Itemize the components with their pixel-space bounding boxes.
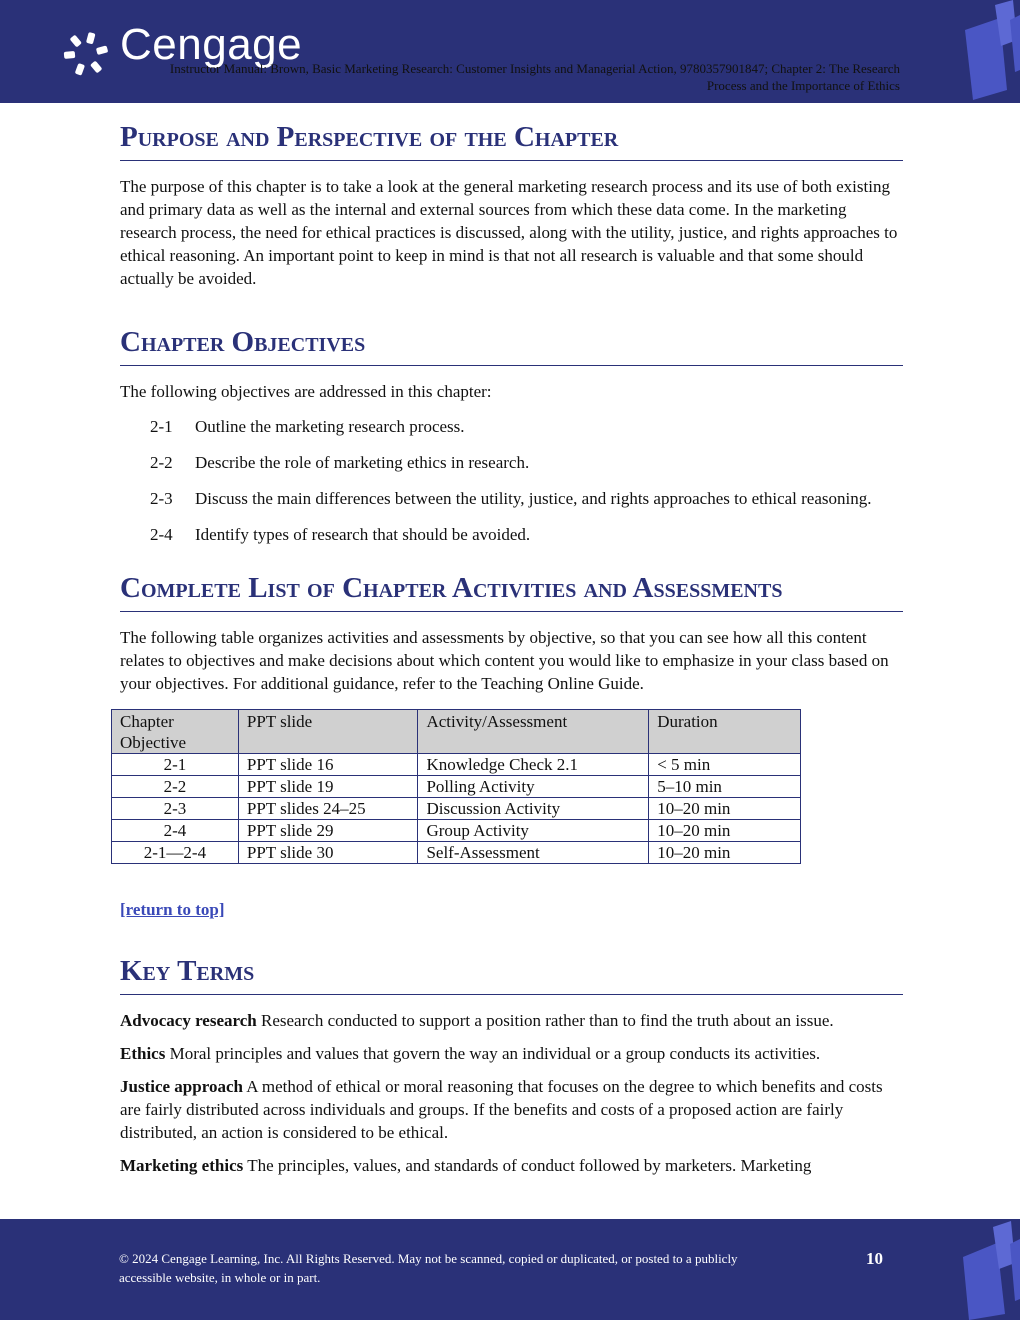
objective-item <box>120 415 903 438</box>
key-term-definition: The principles, values, and standards of conduct followed by marketers. Marketing <box>247 1156 812 1175</box>
decorative-shapes-icon <box>955 1219 1020 1320</box>
table-cell: PPT slide 29 <box>238 820 418 842</box>
objective-text: Identify types of research that should be avoided. <box>195 525 531 544</box>
objective-item <box>120 523 903 546</box>
objective-number: 2-4 <box>150 525 173 544</box>
table-cell: 2-3 <box>112 798 239 820</box>
objectives-list <box>120 415 903 546</box>
table-cell: 2-1—2-4 <box>112 842 239 864</box>
key-term-definition: A method of ethical or moral reasoning that focuses on the degree to which benefits and costs are fairly distributed across individuals and groups. If the benefits and costs of a proposed action are fairly distributed, an action is considered to be ethical. <box>120 1077 883 1142</box>
table-cell: Knowledge Check 2.1 <box>418 754 649 776</box>
page-footer <box>0 1219 1020 1320</box>
objective-item <box>120 487 903 510</box>
purpose-heading: Purpose and Perspective of the Chapter <box>120 108 903 161</box>
column-header: Duration <box>649 710 801 754</box>
table-cell: Discussion Activity <box>418 798 649 820</box>
column-header: PPT slide <box>238 710 418 754</box>
key-term-item <box>120 1042 903 1065</box>
table-cell: PPT slide 16 <box>238 754 418 776</box>
running-head: Instructor Manual: Brown, Basic Marketing Research: Customer Insights and Managerial Action, 9780357901847; Chapter 2: The Research Process and the Importance of Ethics <box>169 61 900 93</box>
objective-text: Outline the marketing research process. <box>195 417 465 436</box>
page-header <box>0 0 1020 103</box>
main-content <box>120 108 903 1177</box>
table-cell: 10–20 min <box>649 820 801 842</box>
copyright-notice: © 2024 Cengage Learning, Inc. All Rights Reserved. May not be scanned, copied or duplicated, or posted to a publicly accessible website, in whole or in part. <box>119 1251 738 1285</box>
table-cell: PPT slides 24–25 <box>238 798 418 820</box>
key-term-definition: Research conducted to support a position rather than to find the truth about an issue. <box>261 1011 834 1030</box>
key-term-item <box>120 1154 903 1177</box>
activities-intro: The following table organizes activities and assessments by objective, so that you can see how all this content relates to objectives and make decisions about which content you would like to emphasize in your class based on your objectives. For additional guidance, refer to the Teaching Online Guide. <box>120 628 889 693</box>
table-cell: Self-Assessment <box>418 842 649 864</box>
objective-text: Describe the role of marketing ethics in research. <box>195 453 530 472</box>
table-cell: Group Activity <box>418 820 649 842</box>
table-row <box>112 842 801 864</box>
table-cell: 10–20 min <box>649 842 801 864</box>
table-row <box>112 776 801 798</box>
page-number: 10 <box>866 1249 883 1268</box>
key-term: Advocacy research <box>120 1011 257 1030</box>
key-term-item <box>120 1075 903 1144</box>
objective-number: 2-2 <box>150 453 173 472</box>
table-cell: 2-1 <box>112 754 239 776</box>
objective-item <box>120 451 903 474</box>
table-row <box>112 754 801 776</box>
table-cell: Polling Activity <box>418 776 649 798</box>
table-cell: PPT slide 30 <box>238 842 418 864</box>
table-row <box>112 820 801 842</box>
activities-heading: Complete List of Chapter Activities and Assessments <box>120 559 903 612</box>
column-header: Activity/Assessment <box>418 710 649 754</box>
key-term-definition: Moral principles and values that govern the way an individual or a group conducts its activities. <box>169 1044 821 1063</box>
table-cell: 2-4 <box>112 820 239 842</box>
activities-table <box>111 709 801 864</box>
table-row <box>112 798 801 820</box>
table-cell: < 5 min <box>649 754 801 776</box>
objective-number: 2-1 <box>150 417 173 436</box>
key-term: Marketing ethics <box>120 1156 244 1175</box>
table-cell: 2-2 <box>112 776 239 798</box>
cengage-burst-icon <box>62 30 110 78</box>
return-to-top-link[interactable]: [return to top] <box>120 900 225 919</box>
key-term: Ethics <box>120 1044 166 1063</box>
key-term-item <box>120 1009 903 1032</box>
objectives-heading: Chapter Objectives <box>120 313 903 366</box>
objective-number: 2-3 <box>150 489 173 508</box>
objectives-intro: The following objectives are addressed in this chapter: <box>120 382 492 401</box>
table-header-row <box>112 710 801 754</box>
table-cell: PPT slide 19 <box>238 776 418 798</box>
purpose-text: The purpose of this chapter is to take a look at the general marketing research process and its use of both existing and primary data as well as the internal and external sources from which these data come. In the marketing research process, the need for ethical practices is discussed, along with the utility, justice, and rights approaches to ethical reasoning. An important point to keep in mind is that not all research is valuable and that some should actually be avoided. <box>120 177 898 288</box>
key-terms-heading: Key Terms <box>120 942 903 995</box>
decorative-shapes-icon <box>955 0 1020 103</box>
objective-text: Discuss the main differences between the utility, justice, and rights approaches to ethical reasoning. <box>195 489 872 508</box>
column-header: Chapter Objective <box>112 710 239 754</box>
logo-wordmark: Cengage <box>120 20 303 69</box>
table-cell: 5–10 min <box>649 776 801 798</box>
key-term: Justice approach <box>120 1077 243 1096</box>
table-cell: 10–20 min <box>649 798 801 820</box>
